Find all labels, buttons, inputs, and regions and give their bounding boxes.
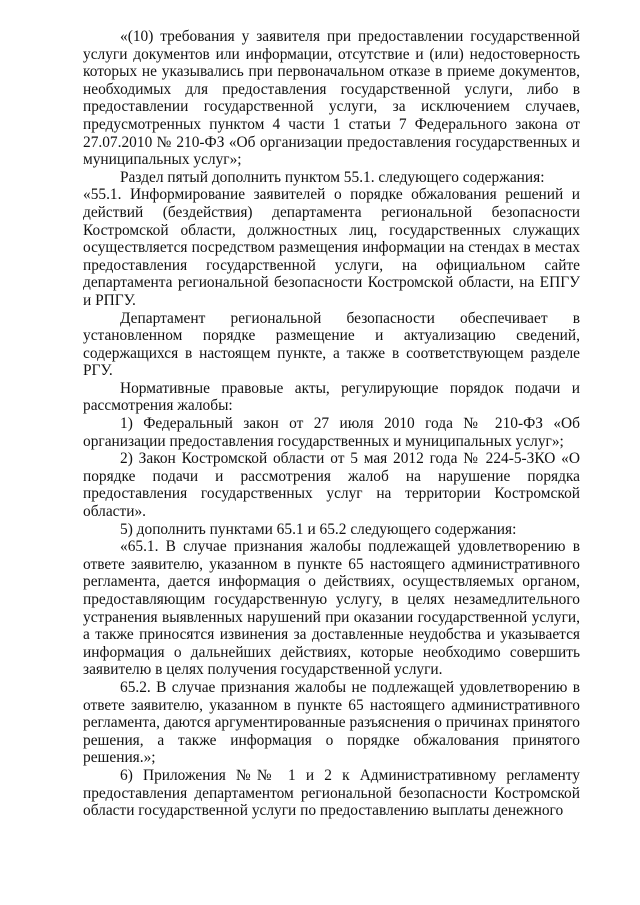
paragraph-55-1-informing: «55.1. Информирование заявителей о порядке обжалования решений и действий (бездействия) департамента региональной безопасности Костромской области, должностных лиц, государственных служащих осуществляется посредством размещения информации на стендах в местах предоставления государственной услуги, на официальном сайте департамента региональной безопасности Костромской области, на ЕПГУ и РПГУ. (83, 186, 580, 309)
paragraph-section-five-amendment: Раздел пятый дополнить пунктом 55.1. следующего содержания: (120, 168, 545, 186)
paragraph-kostroma-law-224: 2) Закон Костромской области от 5 мая 2012 года № 224-5-ЗКО «О порядке подачи и рассмотрения жалоб на нарушение порядка предоставления государственных услуг на территории Костромской области». (83, 450, 580, 521)
paragraph-65-2-complaint-rejected: 65.2. В случае признания жалобы не подлежащей удовлетворению в ответе заявителю, указанном в пункте 65 настоящего административного регламента, даются аргументированные разъяснения о причинах принятого решения, а также информация о порядке обжалования принятого решения.»; (83, 678, 580, 767)
paragraph-federal-law-210: 1) Федеральный закон от 27 июля 2010 года № 210-ФЗ «Об организации предоставления государственных и муниципальных услуг»; (83, 415, 580, 450)
paragraph-normative-acts-heading: Нормативные правовые акты, регулирующие порядок подачи и рассмотрения жалобы: (83, 379, 580, 415)
paragraph-item-10-requirements: «(10) требования у заявителя при предоставлении государственной услуги документов или информации, отсутствие и (или) недостоверность которых не указывались при первоначальном отказе в приеме документов, необходимых для предоставления государственной услуги, либо в предоставлении государственной услуги, за исключением случаев, предусмотренных пунктом 4 части 1 статьи 7 Федерального закона от 27.07.2010 № 210-ФЗ «Об организации предоставления государственных и муниципальных услуг»; (83, 28, 580, 169)
paragraph-item-5-amendment: 5) дополнить пунктами 65.1 и 65.2 следующего содержания: (120, 520, 517, 538)
paragraph-department-placement: Департамент региональной безопасности обеспечивает в установленном порядке размещение и актуализацию сведений, содержащихся в настоящем пункте, а также в соответствующем разделе РГУ. (83, 309, 580, 380)
paragraph-65-1-complaint-satisfied: «65.1. В случае признания жалобы подлежащей удовлетворению в ответе заявителю, указанном в пункте 65 настоящего административного регламента, дается информация о действиях, осуществляемых органом, предоставляющим государственную услугу, в целях незамедлительного устранения выявленных нарушений при оказании государственной услуги, а также приносятся извинения за доставленные неудобства и указывается информация о дальнейших действиях, которые необходимо совершить заявителю в целях получения государственной услуги. (83, 538, 580, 679)
paragraph-item-6-appendices: 6) Приложения №№ 1 и 2 к Административному регламенту предоставления департаментом региональной безопасности Костромской области государственной услуги по предоставлению выплаты денежного (83, 766, 580, 820)
